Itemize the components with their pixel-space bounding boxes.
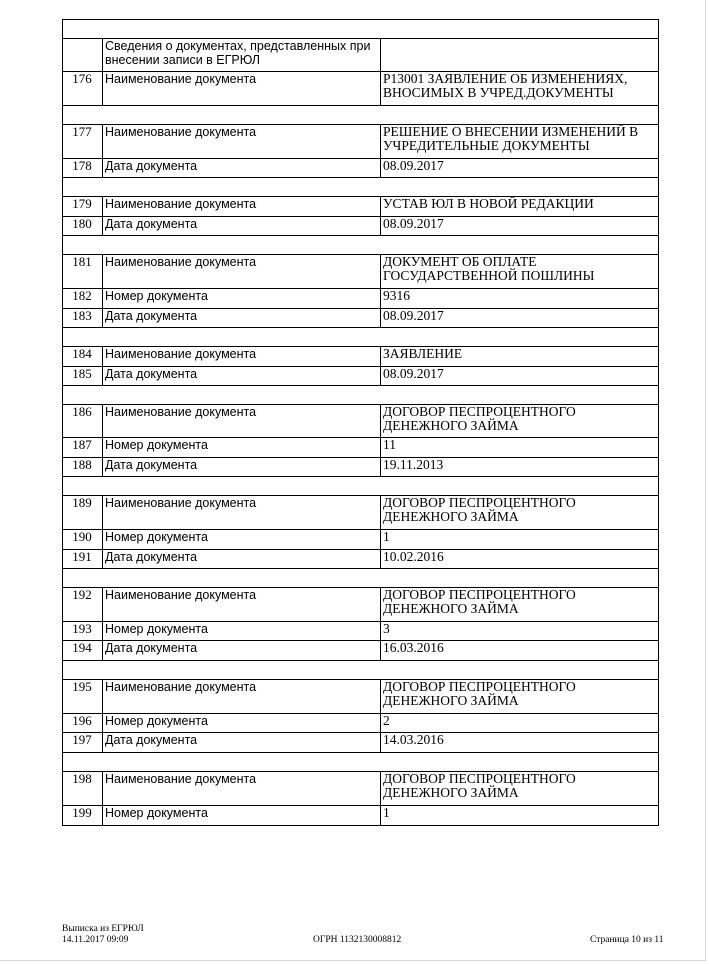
spacer-row	[63, 106, 659, 125]
field-name: Дата документа	[103, 159, 381, 178]
field-value: ДОГОВОР ПЕСПРОЦЕНТНОГО ДЕНЕЖНОГО ЗАЙМА	[381, 496, 659, 530]
table-row	[63, 347, 659, 367]
field-name: Наименование документа	[103, 255, 381, 289]
row-number: 189	[63, 496, 103, 530]
table-row	[63, 496, 659, 530]
row-number: 186	[63, 405, 103, 438]
row-number: 182	[63, 289, 103, 309]
field-value: ЗАЯВЛЕНИЕ	[381, 347, 659, 367]
row-number: 195	[63, 680, 103, 714]
field-value: ДОГОВОР ПЕСПРОЦЕНТНОГО ДЕНЕЖНОГО ЗАЙМА	[381, 588, 659, 622]
table-row	[63, 550, 659, 569]
spacer-row	[63, 178, 659, 197]
field-name: Номер документа	[103, 289, 381, 309]
table-row	[63, 458, 659, 477]
field-name: Наименование документа	[103, 588, 381, 622]
row-number: 188	[63, 458, 103, 477]
field-value: Р13001 ЗАЯВЛЕНИЕ ОБ ИЗМЕНЕНИЯХ, ВНОСИМЫХ В УЧРЕД.ДОКУМЕНТЫ	[381, 72, 659, 106]
field-name: Дата документа	[103, 641, 381, 661]
field-value: 3	[381, 622, 659, 641]
row-number: 190	[63, 530, 103, 550]
field-value: 16.03.2016	[381, 641, 659, 661]
footer-title: Выписка из ЕГРЮЛ	[62, 924, 144, 934]
field-name: Наименование документа	[103, 347, 381, 367]
table-row	[63, 72, 659, 106]
row-number: 177	[63, 125, 103, 159]
spacer-row	[63, 753, 659, 772]
table-row	[63, 159, 659, 178]
field-name: Дата документа	[103, 367, 381, 386]
table-row	[63, 309, 659, 328]
field-value: ДОГОВОР ПЕСПРОЦЕНТНОГО ДЕНЕЖНОГО ЗАЙМА	[381, 680, 659, 714]
footer-ogrn: ОГРН 1132130008812	[313, 935, 402, 945]
field-name: Наименование документа	[103, 680, 381, 714]
spacer-row	[63, 569, 659, 588]
table-row	[63, 289, 659, 309]
table-row	[63, 733, 659, 753]
row-number: 197	[63, 733, 103, 753]
table-row	[63, 714, 659, 733]
row-number: 196	[63, 714, 103, 733]
egrul-table	[62, 19, 659, 826]
spacer-row	[63, 477, 659, 496]
row-number: 192	[63, 588, 103, 622]
field-value: ДОГОВОР ПЕСПРОЦЕНТНОГО ДЕНЕЖНОГО ЗАЙМА	[381, 772, 659, 806]
field-value: 10.02.2016	[381, 550, 659, 569]
field-name: Дата документа	[103, 217, 381, 236]
table-row	[63, 405, 659, 438]
table-row	[63, 588, 659, 622]
field-value: 2	[381, 714, 659, 733]
table-row	[63, 680, 659, 714]
table-row	[63, 217, 659, 236]
row-number: 194	[63, 641, 103, 661]
spacer-row	[63, 661, 659, 680]
field-name: Номер документа	[103, 622, 381, 641]
field-value: 08.09.2017	[381, 159, 659, 178]
row-number: 191	[63, 550, 103, 569]
field-name: Наименование документа	[103, 72, 381, 106]
field-value: 1	[381, 530, 659, 550]
row-number: 193	[63, 622, 103, 641]
field-value: 11	[381, 438, 659, 458]
table-row	[63, 197, 659, 217]
table-row	[63, 255, 659, 289]
field-name: Дата документа	[103, 309, 381, 328]
field-value: ДОКУМЕНТ ОБ ОПЛАТЕ ГОСУДАРСТВЕННОЙ ПОШЛИНЫ	[381, 255, 659, 289]
table-row	[63, 806, 659, 826]
footer-page-number: Страница 10 из 11	[590, 935, 664, 945]
field-value: 1	[381, 806, 659, 826]
field-value: 19.11.2013	[381, 458, 659, 477]
field-value: 14.03.2016	[381, 733, 659, 753]
footer-datetime: 14.11.2017 09:09	[62, 935, 129, 945]
table-row	[63, 530, 659, 550]
spacer-row	[63, 328, 659, 347]
section-header-row	[63, 39, 659, 72]
row-number: 185	[63, 367, 103, 386]
field-name: Наименование документа	[103, 125, 381, 159]
table-row	[63, 622, 659, 641]
field-value: УСТАВ ЮЛ В НОВОЙ РЕДАКЦИИ	[381, 197, 659, 217]
field-name: Наименование документа	[103, 405, 381, 438]
row-number: 198	[63, 772, 103, 806]
table-row	[63, 125, 659, 159]
field-name: Дата документа	[103, 458, 381, 477]
row-number: 199	[63, 806, 103, 826]
section-header: Сведения о документах, представленных при внесении записи в ЕГРЮЛ	[103, 39, 381, 72]
table-row	[63, 772, 659, 806]
field-value: 08.09.2017	[381, 367, 659, 386]
row-number: 181	[63, 255, 103, 289]
field-value: 9316	[381, 289, 659, 309]
spacer-row	[63, 236, 659, 255]
row-number: 187	[63, 438, 103, 458]
spacer-row	[63, 386, 659, 405]
field-name: Номер документа	[103, 530, 381, 550]
table-row	[63, 438, 659, 458]
field-name: Номер документа	[103, 438, 381, 458]
field-name: Наименование документа	[103, 197, 381, 217]
row-number: 178	[63, 159, 103, 178]
field-value: ДОГОВОР ПЕСПРОЦЕНТНОГО ДЕНЕЖНОГО ЗАЙМА	[381, 405, 659, 438]
field-value: 08.09.2017	[381, 217, 659, 236]
field-value: 08.09.2017	[381, 309, 659, 328]
row-number: 179	[63, 197, 103, 217]
footer-left	[62, 924, 144, 946]
row-number: 184	[63, 347, 103, 367]
field-name: Дата документа	[103, 733, 381, 753]
table-row	[63, 641, 659, 661]
field-name: Наименование документа	[103, 772, 381, 806]
table-row	[63, 367, 659, 386]
field-name: Наименование документа	[103, 496, 381, 530]
field-value: РЕШЕНИЕ О ВНЕСЕНИИ ИЗМЕНЕНИЙ В УЧРЕДИТЕЛЬНЫЕ ДОКУМЕНТЫ	[381, 125, 659, 159]
row-number: 180	[63, 217, 103, 236]
field-name: Номер документа	[103, 714, 381, 733]
spacer-row	[63, 20, 659, 39]
row-number: 183	[63, 309, 103, 328]
field-name: Дата документа	[103, 550, 381, 569]
row-number: 176	[63, 72, 103, 106]
field-name: Номер документа	[103, 806, 381, 826]
